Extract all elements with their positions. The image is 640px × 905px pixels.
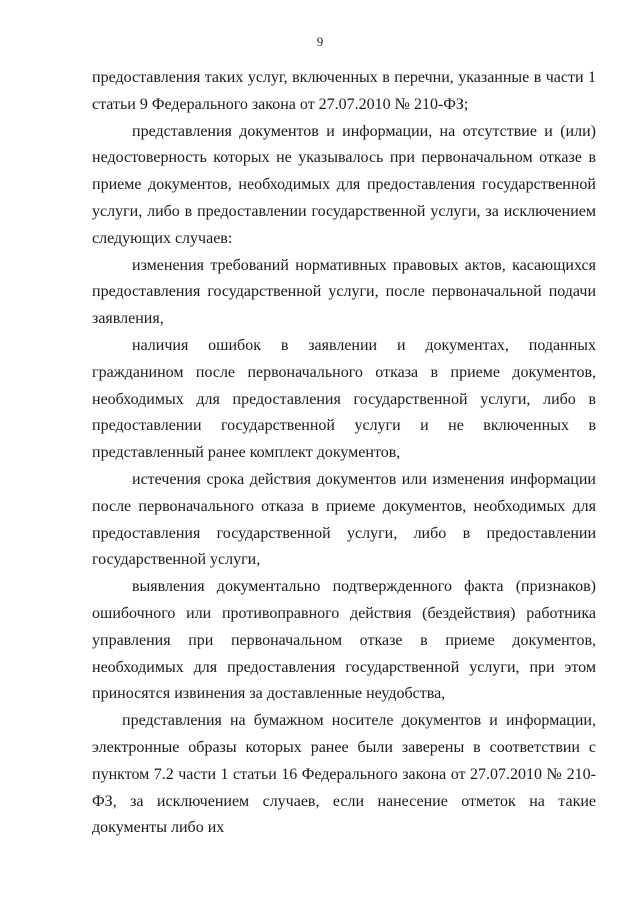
paragraph-errors-in-application: наличия ошибок в заявлении и документах, поданных гражданином после первоначального отказа в приеме документов, необходимых для предоставления государственной услуги, либо в предоставлении государственной услуги и не включенных в представленный ранее комплект документов, [92, 336, 596, 462]
paragraph-documents-information: представления документов и информации, на отсутствие и (или) недостоверность которых не указывалось при первоначальном отказе в приеме документов, необходимых для предоставления государственной услуги, либо в предоставлении государственной услуги, за исключением следующих случаев: [92, 122, 596, 247]
page-number: 9 [316, 34, 324, 49]
paragraph-paper-documents: представления на бумажном носителе документов и информации, электронные образы которых ранее были заверены в соответствии с пунктом 7.2 части 1 статьи 16 Федерального закона от 27.07.2010 № 210-ФЗ, за исключением случаев, если нанесение отметок на такие документы либо их [92, 712, 596, 837]
paragraph-erroneous-action: выявления документально подтвержденного факта (признаков) ошибочного или противоправного действия (бездействия) работника управления при первоначальном отказе в приеме документов, необходимых для предоставления государственной услуги, при этом приносятся извинения за доставленные неудобства, [92, 578, 596, 703]
paragraph-expiry-of-documents: истечения срока действия документов или изменения информации после первоначального отказа в приеме документов, необходимых для предоставления государственной услуги, либо в предоставлении государственной услуги, [92, 470, 596, 569]
document-body [92, 65, 596, 842]
paragraph-continuation: предоставления таких услуг, включенных в перечни, указанные в части 1 статьи 9 Федерального закона от 27.07.2010 № 210-ФЗ; [92, 69, 596, 113]
paragraph-requirements-change: изменения требований нормативных правовых актов, касающихся предоставления государственной услуги, после первоначальной подачи заявления, [92, 256, 596, 328]
